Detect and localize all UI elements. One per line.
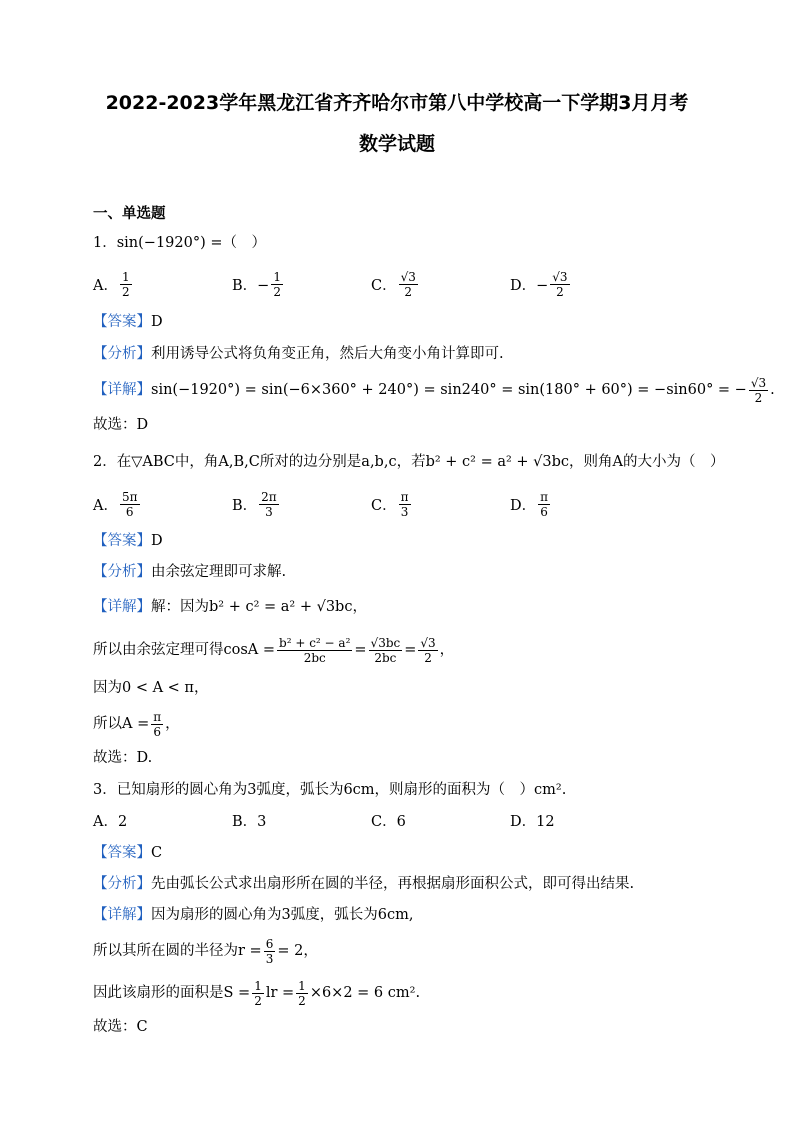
q2-range-line: 因为0 < A < π， xyxy=(93,680,209,696)
numerator: 6 xyxy=(265,936,274,951)
denominator: 2 xyxy=(273,284,281,299)
numerator: π xyxy=(400,489,409,504)
section-heading: 一、单选题 xyxy=(93,206,166,222)
answer-tag: 【答案】 xyxy=(93,314,151,330)
detail-end: . xyxy=(770,382,775,398)
analysis-text: 先由弧长公式求出扇形所在圆的半径，再根据扇形面积公式，即可得出结果. xyxy=(151,876,635,892)
numerator: 1 xyxy=(273,269,281,284)
denominator: 6 xyxy=(125,504,134,519)
q2-result-line xyxy=(93,706,180,742)
q2-option-a xyxy=(93,486,142,522)
detail-text: 因为扇形的圆心角为3弧度，弧长为6cm, xyxy=(151,907,414,923)
q2-option-d xyxy=(510,486,552,522)
denominator: 3 xyxy=(265,504,273,519)
q3-analysis xyxy=(93,874,634,894)
numerator: π xyxy=(540,489,549,504)
numerator: 1 xyxy=(121,269,130,284)
analysis-tag: 【分析】 xyxy=(93,564,151,580)
q2-stem: 2．在▽ABC中，角A,B,C所对的边分别是a,b,c，若b² + c² = a² + √3bc，则角A的大小为（ ） xyxy=(93,454,725,470)
denominator: 2 xyxy=(254,993,262,1008)
fraction xyxy=(538,490,550,519)
numerator: π xyxy=(153,709,162,724)
numerator: 1 xyxy=(254,978,262,993)
line-end: = 2， xyxy=(277,943,318,959)
denominator: 2 xyxy=(754,390,763,405)
detail-text: sin(−1920°) = sin(−6×360° + 240°) = sin240° = sin(180° + 60°) = −sin60° = − xyxy=(151,382,747,398)
option-label: D． xyxy=(510,497,537,514)
fraction xyxy=(296,979,308,1008)
analysis-text: 由余弦定理即可求解. xyxy=(151,564,287,580)
line-end: ×6×2 = 6 cm². xyxy=(309,985,421,1001)
denominator: 3 xyxy=(400,504,409,519)
q3-area-line xyxy=(93,975,420,1011)
q3-option-a: A．2 xyxy=(93,814,128,830)
fraction xyxy=(120,270,132,299)
denominator: 2 xyxy=(298,993,306,1008)
q1-final: 故选：D xyxy=(93,417,149,433)
document-title-line2: 数学试题 xyxy=(358,133,435,155)
fraction xyxy=(151,710,163,739)
answer-value: D xyxy=(151,314,163,330)
fraction xyxy=(418,636,437,665)
equals-sign: = xyxy=(354,642,367,658)
analysis-tag: 【分析】 xyxy=(93,876,151,892)
answer-tag: 【答案】 xyxy=(93,533,151,549)
q2-analysis xyxy=(93,562,286,582)
q2-option-c xyxy=(371,486,413,522)
q3-radius-line xyxy=(93,933,318,969)
q1-option-d xyxy=(510,266,572,302)
q3-final: 故选：C xyxy=(93,1019,148,1035)
numerator: 2π xyxy=(261,489,277,504)
area-prefix: 因此该扇形的面积是S = xyxy=(93,985,251,1001)
option-label: A． xyxy=(93,497,118,514)
answer-tag: 【答案】 xyxy=(93,845,151,861)
q2-cosine-line xyxy=(93,630,454,670)
q3-option-b: B．3 xyxy=(232,814,267,830)
option-label: A． xyxy=(93,277,118,294)
fraction xyxy=(271,270,283,299)
fraction xyxy=(277,636,352,665)
cosine-prefix: 所以由余弦定理可得cosA = xyxy=(93,642,276,658)
numerator: √3 xyxy=(552,269,568,284)
option-label: C． xyxy=(371,497,397,514)
answer-value: D xyxy=(151,533,163,549)
option-label: C． xyxy=(371,277,397,294)
fraction xyxy=(749,376,768,405)
q1-analysis xyxy=(93,344,504,364)
denominator: 6 xyxy=(540,504,548,519)
analysis-tag: 【分析】 xyxy=(93,346,151,362)
q3-detail xyxy=(93,905,413,925)
numerator: b² + c² − a² xyxy=(279,635,351,650)
detail-tag: 【详解】 xyxy=(93,599,151,615)
radius-prefix: 所以其所在圆的半径为r = xyxy=(93,943,262,959)
detail-tag: 【详解】 xyxy=(93,382,151,398)
line-end: ， xyxy=(439,642,455,658)
analysis-text: 利用诱导公式将负角变正角，然后大角变小角计算即可. xyxy=(151,346,504,362)
answer-value: C xyxy=(151,845,163,861)
denominator: 2bc xyxy=(374,650,397,665)
q3-answer xyxy=(93,843,162,863)
q1-detail xyxy=(93,372,775,408)
denominator: 2 xyxy=(404,284,413,299)
denominator: 2 xyxy=(424,650,432,665)
q1-option-b xyxy=(232,266,285,302)
q1-answer xyxy=(93,312,163,332)
result-prefix: 所以A = xyxy=(93,716,150,732)
numerator: 1 xyxy=(298,978,306,993)
denominator: 2bc xyxy=(303,650,326,665)
q2-answer xyxy=(93,531,163,551)
option-label: B． xyxy=(232,497,258,514)
q3-stem: 3．已知扇形的圆心角为3弧度，弧长为6cm，则扇形的面积为（ ）cm². xyxy=(93,782,567,798)
fraction xyxy=(259,490,279,519)
fraction xyxy=(399,490,411,519)
equals-sign: = xyxy=(404,642,417,658)
q3-option-d: D．12 xyxy=(510,814,555,830)
detail-text: 解：因为b² + c² = a² + √3bc， xyxy=(151,599,367,615)
denominator: 3 xyxy=(265,951,274,966)
document-title-line1: 2022-2023学年黑龙江省齐齐哈尔市第八中学校高一下学期3月月考 xyxy=(105,92,689,114)
area-middle: lr = xyxy=(265,985,295,1001)
numerator: √3 xyxy=(750,375,767,390)
q1-stem: 1．sin(−1920°) =（ ） xyxy=(93,235,267,251)
q2-detail xyxy=(93,597,367,617)
denominator: 6 xyxy=(153,724,161,739)
q2-option-b xyxy=(232,486,281,522)
q1-option-a xyxy=(93,266,134,302)
q2-final: 故选：D. xyxy=(93,750,153,766)
numerator: 5π xyxy=(121,489,138,504)
numerator: √3 xyxy=(420,635,436,650)
q3-option-c: C．6 xyxy=(371,814,406,830)
fraction xyxy=(264,937,276,966)
line-end: ， xyxy=(165,716,180,732)
option-label: B．− xyxy=(232,277,270,294)
fraction xyxy=(399,270,418,299)
option-label: D．− xyxy=(510,277,549,294)
detail-tag: 【详解】 xyxy=(93,907,151,923)
denominator: 2 xyxy=(121,284,130,299)
q1-option-c xyxy=(371,266,420,302)
fraction xyxy=(120,490,140,519)
fraction xyxy=(252,979,264,1008)
denominator: 2 xyxy=(556,284,564,299)
fraction xyxy=(369,636,403,665)
numerator: √3 xyxy=(400,269,416,284)
fraction xyxy=(550,270,569,299)
numerator: √3bc xyxy=(370,635,401,650)
